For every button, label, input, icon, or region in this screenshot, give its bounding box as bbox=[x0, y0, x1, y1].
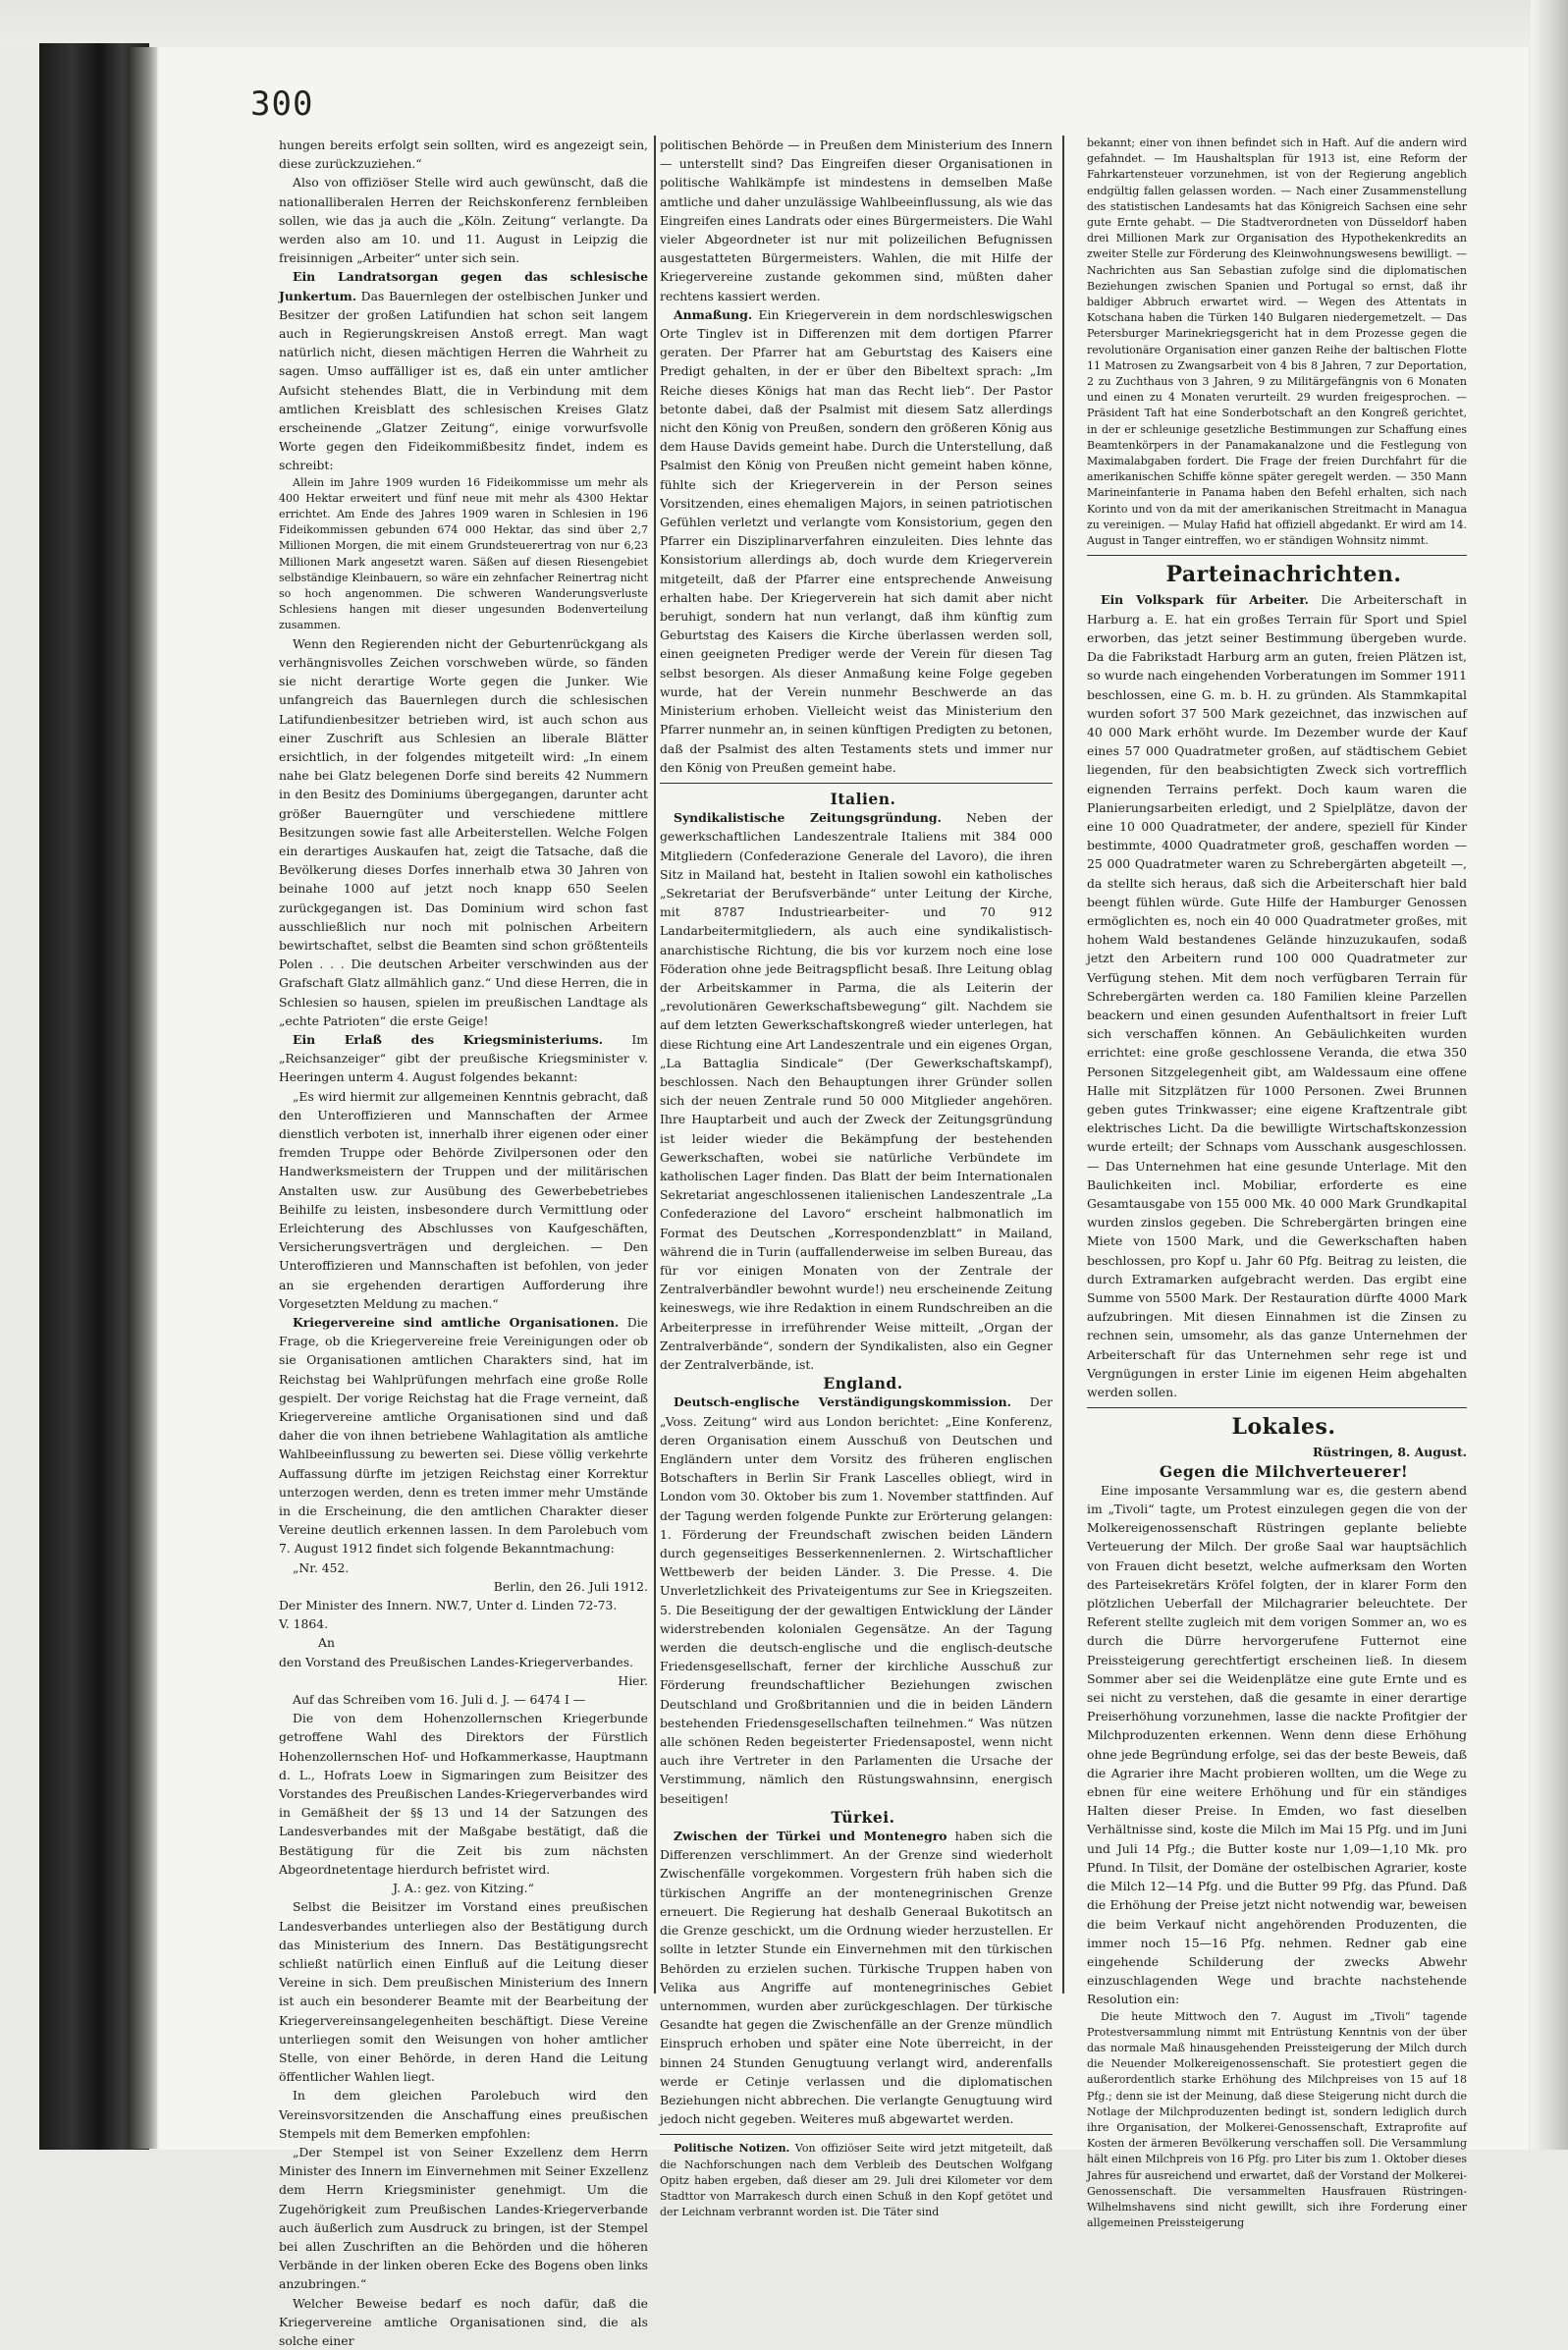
article-body: Das Bauernlegen der ostelbischen Junker und Besitzer der großen Latifundien hat schon seit langem auch in Regierungskreisen Anstoß erregt. Man wagt natürlich nicht, diesen mächtigen Herren die Wahrheit zu sagen. Umso auffälliger ist es, daß ein unter amtlicher Aufsicht stehendes Blatt, die in Verbindung mit dem amtlichen Kreisblatt des schlesischen Kreises Glatz erscheinende „Glatzer Zeitung“, einige vorwurfsvolle Worte gegen den Fideikommißbesitz findet, indem es schreibt: bbox=[279, 288, 648, 473]
column-3 bbox=[1087, 136, 1467, 2230]
paragraph: In dem gleichen Parolebuch wird den Vereinsvorsitzenden die Anschaffung eines preußischen Stempels mit dem Bemerken empfohlen: bbox=[279, 2088, 648, 2141]
article-body: haben sich die Differenzen verschlimmert. An der Grenze sind wiederholt Zwischenfälle vorgekommen. Vorgestern früh haben sich die türkischen Angriffe an der montenegrinischen Grenze erneuert. Die Regierung hat deshalb Generaal Bukotitsch an die Grenze geschickt, um die Ordnung wieder herzustellen. Er sollte in letzter Stunde ein Einvernehmen mit den türkischen Behörden zu erzielen suchen. Türkische Truppen haben von Velika aus Angriffe auf montenegrinisches Gebiet unternommen, wurden aber zurückgeschlagen. Der türkische Gesandte hat gegen die Zwischenfälle an der Grenze mündlich Einspruch erhoben und später eine Note überreicht, in der binnen 24 Stunden Genugtuung verlangt wird, anderenfalls werde er Cetinje verlassen und die diplomatischen Beziehungen nicht abbrechen. Die verlangte Genugtuung wird jedoch nicht gegeben. Weiteres muß abgewartet werden. bbox=[660, 1829, 1053, 2127]
paragraph: Also von offiziöser Stelle wird auch gewünscht, daß die nationalliberalen Herren der Reichskonferenz fernbleiben sollen, wie das ja auch die „Köln. Zeitung“ verlangte. Da werden also am 10. und 11. August in Leipzig die freisinnigen „Arbeiter“ unter sich sein. bbox=[279, 175, 648, 266]
section-divider bbox=[1087, 555, 1467, 556]
section-divider bbox=[1087, 1407, 1467, 1408]
dateline: Rüstringen, 8. August. bbox=[1313, 1445, 1467, 1460]
article-body: Im „Reichsanzeiger“ gibt der preußische Kriegsminister v. Heeringen unterm 4. August folgendes bekannt: bbox=[279, 1031, 648, 1085]
section-heading-tuerkei: Türkei. bbox=[831, 1807, 895, 1827]
quotation: Allein im Jahre 1909 wurden 16 Fideikommisse um mehr als 400 Hektar erweitert und fünf neue mit mehr als 4300 Hektar errichtet. Am Ende des Jahres 1909 waren in Schlesien in 196 Fideikommissen gebunden 674 000 Hektar, das sind über 2,7 Millionen Morgen, die mit einem Grundsteuerertrag von nur 6,23 Millionen Mark angesetzt waren. Säßen auf diesen Riesengebiet selbständige Kleinbauern, so wäre ein zehnfacher Reinertrag nicht so hoch angenommen. Die schweren Wanderungsverluste Schlesiens hangen mit dieser ungesunden Bodenverteilung zusammen. bbox=[279, 475, 648, 632]
section-divider bbox=[660, 783, 1053, 784]
article-headline: Gegen die Milchverteuerer! bbox=[1159, 1461, 1409, 1481]
quotation: „Der Stempel ist von Seiner Exzellenz dem Herrn Minister des Innern im Einvernehmen mit Seiner Exzellenz dem Herrn Kriegsminister genehmigt. Um die Zugehörigkeit zum Preußischen Landes-Kriegerverbande auch äußerlich zum Ausdruck zu bringen, ist der Stempel bei allen Zuschriften an die Behörden und die höheren Verbände in der linken oberen Ecke des Bogens oben links anzubringen.“ bbox=[279, 2144, 648, 2292]
quotation: „Es wird hiermit zur allgemeinen Kenntnis gebracht, daß den Unteroffizieren und Mannschaften der Armee dienstlich verboten ist, innerhalb ihrer eigenen oder einer fremden Truppe oder Behörde Zivilpersonen oder den Handwerksmeistern der Truppen und der militärischen Anstalten usw. zur Ausübung des Gewerbebetriebes Beihilfe zu leisten, insbesondere durch Vermittlung oder Erleichterung des Abschlusses von Kaufgeschäften, Versicherungsverträgen und dergleichen. — Den Unteroffizieren und Mannschaften ist befohlen, von jeder an sie ergehenden derartigen Aufforderung ihre Vorgesetzten Meldung zu machen.“ bbox=[279, 1088, 648, 1311]
paragraph: politischen Behörde — in Preußen dem Ministerium des Innern — unterstellt sind? Das Eingreifen dieser Organisationen in politische Wahlkämpfe ist mindestens in demselben Maße amtliche und daher unzulässige Wahlbeeinflussung, als wie das Eingreifen eines Landrats oder eines Bürgermeisters. Die Wahl vieler Abgeordneter ist nur mit polizeilichen Befugnissen ausgestatteten Bürgermeisters. Wahlen, die mit Hilfe der Kriegervereine zustande gekommen sind, müßten daher rechtens kassiert werden. bbox=[660, 137, 1053, 303]
section-heading-parteinachrichten: Parteinachrichten. bbox=[1165, 562, 1402, 588]
document-line: An bbox=[318, 1635, 335, 1651]
paragraph: bekannt; einer von ihnen befindet sich in Haft. Auf die andern wird gefahndet. — Im Haushaltsplan für 1913 ist, eine Reform der Fahrkartensteuer vorzunehmen, ist von der Regierung angeblich endgültig fallen gelassen worden. — Nach einer Zusammenstellung des statistischen Landesamts hat das Königreich Sachsen eine sehr gute Ernte gehabt. — Die Stadtverordneten von Düsseldorf haben drei Millionen Mark zur Organisation des Hypothekenkredits an zweiter Stelle zur Förderung des Kleinwohnungswesens bewilligt. — Nachrichten aus San Sebastian zufolge sind die diplomatischen Beziehungen zwischen Spanien und Portugal so ernst, daß ihr baldiger Abbruch erwartet wird. — Wegen des Attentats in Kotschana haben die Türken 140 Bulgaren niedergemetzelt. — Das Petersburger Marinekriegsgericht hat in dem Prozesse gegen die revolutionäre Organisation einer ganzen Reihe der baltischen Flotte 11 Matrosen zu Zwangsarbeit von 4 bis 8 Jahren, 7 zur Deportation, 2 zu Zuchthaus von 3 Jahren, 9 zu Militärgefängnis von 6 Monaten und einen zu 4 Monaten verurteilt. 29 wurden freigesprochen. — Präsident Taft hat eine Sonderbotschaft an den Kongreß gerichtet, in der er schleunige gesetzliche Bestimmungen zur Schaffung eines Beamtenkörpers in der Panamakanalzone und die Festlegung von Maximalabgaben fordert. Die Frage der freien Durchfahrt für die amerikanischen Schiffe könne später geregelt werden. — 350 Mann Marineinfanterie in Panama haben den Befehl erhalten, sich nach Korinto und von da mit der amerikanischen Streitmacht in Managua zu vereinigen. — Mulay Hafid hat offiziell abgedankt. Er wird am 14. August in Tanger eintreffen, wo er ständigen Wohnsitz nimmt. bbox=[1087, 137, 1467, 548]
column-1 bbox=[279, 136, 648, 2348]
section-heading-lokales: Lokales. bbox=[1231, 1414, 1336, 1441]
article-body: Die Arbeiterschaft in Harburg a. E. hat ein großes Terrain für Sport und Spiel erworben, das jetzt seiner Bestimmung übergeben wurde. Da die Fabrikstadt Harburg arm an guten, freien Plätzen ist, so wurde nach eingehenden Vorberatungen im Sommer 1911 beschlossen, eine G. m. b. H. zu gründen. Als Stammkapital wurden sofort 37 500 Mark gezeichnet, das inzwischen auf 40 000 Mark erhöht wurde. Im Dezember wurde der Kauf eines 57 000 Quadratmeter großen, auf städtischem Gebiet liegenden, für den beabsichtigten Zweck sich vortrefflich eignenden Terrains perfekt. Doch kaum waren die Planierungsarbeiten erledigt, und 2 Spielplätze, davon der eine 10 000 Quadratmeter, der andere, speziell für Kinder bestimmte, 4000 Quadratmeter groß, geschaffen worden — 25 000 Quadratmeter waren zu Schrebergärten abgeteilt —, da stellte sich heraus, daß sich die Arbeiterschaft hier bald beengt fühlen würde. Gute Hilfe der Hamburger Genossen ermöglichten es, noch ein 40 000 Quadratmeter großes, mit hohem Wald bestandenes Gelände hinzuzukaufen, sodaß jetzt den Arbeitern rund 100 000 Quadratmeter zur Verfügung stehen. Mit dem noch verfügbaren Terrain für Schrebergärten werden ca. 180 Familien kleine Parzellen beackern und einen gesunden Aufenthaltsort in freier Luft sich verschaffen können. An Gebäulichkeiten wurden errichtet: eine große geschlossene Veranda, die etwa 350 Personen Sitzgelegenheit gibt, am Waldessaum eine offene Halle mit Sitzplätzen für 1000 Personen. Zwei Brunnen geben gutes Trinkwasser; eine eigene Kraftzentrale gibt elektrisches Licht. Da die bewilligte Wirtschaftskonzession wurde erteilt; der Schnaps vom Ausschank ausgeschlossen. — Das Unternehmen hat eine gesunde Unterlage. Mit den Baulichkeiten incl. Mobiliar, erforderte es eine Gesamtausgabe von 155 000 Mk. 40 000 Mark Grundkapital wurden zinslos gegeben. Die Schrebergärten bringen eine Miete von 1500 Mark, und die Gewerkschaften haben beschlossen, pro Kopf u. Jahr 60 Pfg. Beitrag zu leisten, die durch Extramarken aufgebracht werden. Das ergibt eine Summe von 5500 Mark. Der Restauration dürfte 4000 Mark aufzubringen. Mit diesen Einnahmen ist die Zinsen zu rechnen sein, umsomehr, als das ganze Unternehmen der Arbeiterschaft für das Unternehmen sehr rege ist und Vergnügungen in erster Linie im eigenen Heim abgehalten werden sollen. bbox=[1087, 592, 1467, 1400]
article-lead: Politische Notizen. bbox=[674, 2142, 790, 2156]
paragraph: hungen bereits erfolgt sein sollten, wird es angezeigt sein, diese zurückzuziehen.“ bbox=[279, 137, 648, 172]
column-rule-2 bbox=[1062, 136, 1064, 1994]
article-lead: Ein Volkspark für Arbeiter. bbox=[1101, 592, 1309, 608]
article-lead: Ein Erlaß des Kriegsministeriums. bbox=[293, 1031, 604, 1047]
document-line: „Nr. 452. bbox=[293, 1559, 350, 1575]
article-body: Neben der gewerkschaftlichen Landeszentrale Italiens mit 384 000 Mitgliedern (Confederazione Generale del Lavoro), die ihren Sitz in Mailand hat, besteht in Italien sowohl ein katholisches „Sekretariat der Berufsverbände“ unter Leitung der Kirche, mit 8787 Industriearbeiter- und 70 912 Landarbeitermitgliedern, als auch eine syndikalistisch-anarchistische Richtung, die bis vor kurzem noch eine lose Föderation ohne jede Beitragspflicht besaß. Ihre Leitung oblag der Arbeitskammer in Parma, die als Leiterin der „revolutionären Gewerkschaftsbewegung“ gilt. Nachdem sie auf dem letzten Gewerkschaftskongreß wieder unterlegen, hat diese Richtung eine Art Landeszentrale und ein eigenes Organ, „La Battaglia Sindicale“ (Der Gewerkschaftskampf), beschlossen. Nach den Behauptungen ihrer Gründer sollen sich der neuen Zentrale rund 50 000 Mitglieder angehören. Ihre Hauptarbeit und auch der Zweck der Zeitungsgründung ist leider wieder die Bekämpfung der bestehenden Gewerkschaften, wobei sie natürliche Verbündete im katholischen Lager finden. Das Blatt der beim Internationalen Sekretariat angeschlossenen italienischen Landeszentrale „La Confederazione del Lavoro“ erscheint halbmonatlich im Format des Deutschen „Korrespondenzblatt“ in Mailand, während die in Turin (auffallenderweise im selben Bureau, das für vor einigen Monaten von der Zentrale der Zentralverbändler bewohnt wurde!) neu erscheinende Zeitung keineswegs, wie ihre Redaktion in einem Rundschreiben an die Arbeiterpresse in irreführender Weise mitteilt, „Organ der Zentralverbände“, sondern der Syndikalisten, also ein Gegner der Zentralverbände, ist. bbox=[660, 810, 1053, 1372]
paragraph bbox=[660, 305, 1053, 777]
paragraph bbox=[660, 1827, 1053, 2128]
section-heading-england: England. bbox=[823, 1374, 903, 1394]
section-divider bbox=[660, 2134, 1053, 2135]
article-lead: Anmaßung. bbox=[674, 306, 753, 322]
document-line: den Vorstand des Preußischen Landes-Kriegerverbandes. bbox=[279, 1654, 634, 1669]
document-line: Berlin, den 26. Juli 1912. bbox=[493, 1578, 648, 1594]
paragraph: Wenn den Regierenden nicht der Geburtenrückgang als verhängnisvolles Zeichen vorschweben würde, so fänden sie nicht derartige Worte gegen die Junker. Wie unfangreich das Bauernlegen durch die schlesischen Latifundienbesitzer betrieben wird, ist auch schon aus einer Zuschrift aus Schlesien an liberale Blätter ersichtlich, in der folgendes mitgeteilt wird: „In einem nahe bei Glatz belegenen Dorfe sind bereits 42 Nummern in den Besitz des Dominiums übergegangen, darunter acht größer Bauerngüter und verschiedene mittlere Besitzungen sowie fast alle Arbeiterstellen. Welche Folgen ein derartiges Auskaufen hat, zeigt die Tatsache, daß die Bevölkerung dieses Dorfes innerhalb etwa 30 Jahren von beinahe 1000 auf jetzt noch knapp 650 Seelen zurückgegangen ist. Das Dominium wird schon fast ausschließlich nur noch mit polnischen Arbeitern bewirtschaftet, selbst die Beamten sind schon größtenteils Polen . . . Die deutschen Arbeiter verschwinden aus der Grafschaft Glatz allmählich ganz.“ Und diese Herren, die in Schlesien so hausen, spielen im preußischen Landtage als „echte Patrioten“ die erste Geige! bbox=[279, 635, 648, 1028]
paragraph: Welcher Beweise bedarf es noch dafür, daß die Kriegervereine amtliche Organisationen sind, die als solche einer bbox=[279, 2295, 648, 2348]
scan-top-edge bbox=[0, 0, 1568, 47]
paragraph bbox=[660, 808, 1053, 1374]
article-lead: Ein Landratsorgan gegen das schlesische Junkertum. bbox=[279, 269, 648, 303]
document-line: V. 1864. bbox=[279, 1616, 329, 1632]
article-body: Ein Kriegerverein in dem nordschleswigschen Orte Tinglev ist in Differenzen mit dem dortigen Pfarrer geraten. Der Pfarrer hat am Geburtstag des Kaisers eine Predigt gehalten, in der er über den Bibeltext sprach: „Im Reiche dieses Königs hat man das Recht lieb“. Der Pastor betonte dabei, daß der Psalmist mit diesem Satz allerdings nicht den König von Preußen, sondern den größeren König aus dem Hause Davids gemeint habe. Durch die Unterstellung, daß Psalmist den König von Preußen nicht gemeint haben könne, fühlte sich der Kriegerverein in der Person seines Vorsitzenden, eines ehemaligen Majors, in seinen patriotischen Gefühlen verletzt und verlangte vom Konsistorium, gegen den Pfarrer ein Disziplinarverfahren einzuleiten. Dies lehnte das Konsistorium allerdings ab, doch wurde dem Kriegerverein mitgeteilt, daß der Pfarrer eine entsprechende Anweisung erhalten habe. Der Kriegerverein hat sich damit aber nicht beruhigt, sondern hat nun verlangt, daß ihm künftig zum Geburtstag des Kaisers die Kirche überlassen werden soll, einen geeigneten Prediger werde der Verein für diesen Tag selbst besorgen. Als dieser Anmaßung keine Folge gegeben wurde, hat der Verein nunmehr Beschwerde an das Ministerium erhoben. Vielleicht weist das Ministerium den Pfarrer nunmehr an, in seinen künftigen Predigten zu betonen, daß der Psalmist des alten Testaments stets und immer nur den König von Preußen gemeint habe. bbox=[660, 306, 1053, 775]
section-heading-italien: Italien. bbox=[830, 789, 896, 808]
resolution: Die heute Mittwoch den 7. August im „Tivoli“ tagende Protestversammlung nimmt mit Entrüstung Kenntnis von der über das normale Maß hinausgehenden Preissteigerung der Milch durch die Neuender Molkereigenossenschaft. Sie protestiert gegen die außerordentlich starke Erhöhung des Milchpreises von 15 auf 18 Pfg.; denn sie ist der Meinung, daß diese Steigerung nicht durch die Notlage der Milchproduzenten bedingt ist, sondern lediglich durch ihre Organisation, der Molkerei-Genossenschaft, Extraprofite auf Kosten der ärmeren Bevölkerung verschaffen soll. Die Versammlung hält einen Milchpreis von 16 Pfg. pro Liter bis zum 1. Oktober dieses Jahres für ausreichend und erwartet, daß der Vorstand der Molkerei-Genossenschaft. Die versammelten Hausfrauen Rüstringen-Wilhelmshavens sind nicht gewillt, sich ihre Forderung einer allgemeinen Preissteigerung bbox=[1087, 2009, 1467, 2230]
binding-gutter-shadow bbox=[128, 47, 157, 2149]
article-lead: Syndikalistische Zeitungsgründung. bbox=[674, 810, 942, 826]
paragraph bbox=[279, 267, 648, 474]
article-body: Der „Voss. Zeitung“ wird aus London berichtet: „Eine Konferenz, deren Organisation einem Ausschuß von Deutschen und Engländern unter dem Vorsitz des früheren englischen Botschafters in Berlin Sir Frank Lascelles obliegt, wird in London vom 30. Oktober bis zum 1. November stattfinden. Auf der Tagung werden folgende Punkte zur Erörterung gelangen: 1. Förderung der Freundschaft zwischen beiden Ländern durch gegenseitiges Besserkennenlernen. 2. Wirtschaftlicher Wettbewerb der beiden Länder. 3. Die Presse. 4. Die Unverletzlichkeit des Privateigentums zur See in Kriegszeiten. 5. Die Beseitigung der der gewaltigen Entwicklung der Länder widerstrebenden kolonialen Gegensätze. An der Tagung werden die deutsch-englische und die englisch-deutsche Friedensgesellschaft, ferner der kirchliche Ausschuß zur Förderung freundschaftlicher Beziehungen zwischen Deutschland und Großbritannien und die in beiden Ländern bestehenden Friedensgesellschaften teilnehmen.“ Was nützen alle schönen Reden begeisterter Friedensapostel, wenn nicht auch ihre Vertreter in den Parlamenten die Ursache der Verstimmung, nämlich den Rüstungswahnsinn, energisch beseitigen! bbox=[660, 1394, 1053, 1806]
column-2 bbox=[660, 136, 1053, 2219]
document-line: Auf das Schreiben vom 16. Juli d. J. — 6474 I — bbox=[293, 1692, 586, 1708]
paragraph bbox=[279, 1030, 648, 1087]
paragraph bbox=[279, 1313, 648, 1558]
article-lead: Zwischen der Türkei und Montenegro bbox=[674, 1829, 947, 1844]
paragraph bbox=[1087, 590, 1467, 1401]
document-line: J. A.: gez. von Kitzing.“ bbox=[393, 1881, 534, 1896]
document-line: Die von dem Hohenzollernschen Kriegerbunde getroffene Wahl des Direktors der Fürstlich Hohenzollernschen Hof- und Hofkammerkasse, Hauptmann d. L., Hofrats Loew in Sigmaringen zum Beisitzer des Vorstandes des Preußischen Landes-Kriegerverbandes wird in Gemäßheit der §§ 13 und 14 der Satzungen des Landesverbandes mit der Maßgabe bestätigt, daß die Bestätigung für die Zeit bis zum nächsten Abgeordnetentage hierdurch befristet wird. bbox=[279, 1711, 648, 1877]
scan-right-edge bbox=[1531, 0, 1568, 2150]
paragraph bbox=[660, 2141, 1053, 2220]
column-rule-1 bbox=[654, 136, 656, 1994]
article-lead: Deutsch-englische Verständigungskommission. bbox=[674, 1394, 1011, 1410]
article-body: Von offiziöser Seite wird jetzt mitgeteilt, daß die Nachforschungen nach dem Verbleib des Deutschen Wolfgang Opitz haben ergeben, daß dieser am 29. Juli drei Kilometer vor dem Stadttor von Marrakesch durch einen Schuß in den Kopf getötet und der Leichnam verbrannt worden ist. Die Täter sind bbox=[660, 2142, 1053, 2219]
article-lead: Kriegervereine sind amtliche Organisationen. bbox=[293, 1315, 620, 1330]
article-body: Die Frage, ob die Kriegervereine freie Vereinigungen oder ob sie Organisationen amtlichen Charakters sind, hat im Reichstag bei Wahlprüfungen mehrfach eine große Rolle gespielt. Der vorige Reichstag hat die Frage verneint, daß Kriegervereine amtliche Organisationen sind und daß daher die von ihnen betriebene Wahlagitation als amtliche Wahlbeeinflussung zu bewerten sei. Diese völlig verkehrte Auffassung dürfte im jetzigen Reichstag einer Korrektur unterzogen werden, denn es treten immer mehr Umstände in die Erscheinung, die den amtlichen Charakter dieser Vereine deutlich erkennen lassen. In dem Parolebuch vom 7. August 1912 findet sich folgende Bekanntmachung: bbox=[279, 1315, 648, 1557]
paragraph bbox=[660, 1393, 1053, 1807]
paragraph: Selbst die Beisitzer im Vorstand eines preußischen Landesverbandes unterliegen also der Bestätigung durch das Ministerium des Innern. Das Bestätigungsrecht schließt natürlich einen Einfluß auf die Leitung dieser Vereine in sich. Dem preußischen Ministerium des Innern ist auch ein besonderer Beamte mit der Bearbeitung der Kriegervereinsangelegenheiten beschäftigt. Diese Vereine unterliegen somit den Weisungen von hoher amtlicher Stelle, von einer Behörde, in deren Hand die Leitung öffentlicher Wahlen liegt. bbox=[279, 1899, 648, 2085]
page-number: 300 bbox=[250, 84, 314, 124]
document-line: Hier. bbox=[618, 1672, 648, 1688]
paragraph: Eine imposante Versammlung war es, die gestern abend im „Tivoli“ tagte, um Protest einzulegen gegen die von der Molkereigenossenschaft Rüstringen geplante beliebte Verteuerung der Milch. Der große Saal war hauptsächlich von Frauen dicht besetzt, welche aufmerksam den Worten des Parteisekretärs Kröfel folgten, der in klarer Form den plötzlichen Ueberfall der Milchagrarier beleuchtete. Der Referent stellte zugleich mit dem vorigen Sommer an, wo es durch die Dürre hervorgerufene Futternot eine Preissteigerung gerechtfertigt erscheinen ließ. In diesem Sommer aber sei die Weidenplätze eine gute Ernte und es sei nicht zu verstehen, daß die gesamte in einer derartige Preiserhöhung vorzunehmen, lasse die nackte Profitgier der Milchproduzenten erkennen. Wenn denn diese Erhöhung ohne jede Begründung erfolge, sei das der beste Beweis, daß die Agrarier ihre Macht probieren wollten, um die Wege zu ebnen für eine weitere Erhöhung und für ein ständiges Halten dieser Preise. In Emden, wo fast dieselben Verhältnisse sind, koste die Milch im Mai 15 Pfg. und im Juni und Juli 14 Pfg.; die Butter koste nur 1,09—1,10 Mk. pro Pfund. In Tilsit, der Domäne der ostelbischen Agrarier, koste die Milch 12—14 Pfg. und die Butter 99 Pfg. das Pfund. Daß die Erhöhung der Preise jetzt nicht notwendig war, beweisen die beim Verkauf nicht angehörenden Produzenten, die immer noch 15—16 Pfg. nehmen. Redner gab eine eingehende Schilderung der zwecks Abwehr einzuschlagenden Wege und brachte nachstehende Resolution ein: bbox=[1087, 1482, 1467, 2007]
document-line: Der Minister des Innern. NW.7, Unter d. Linden 72-73. bbox=[279, 1598, 618, 1613]
